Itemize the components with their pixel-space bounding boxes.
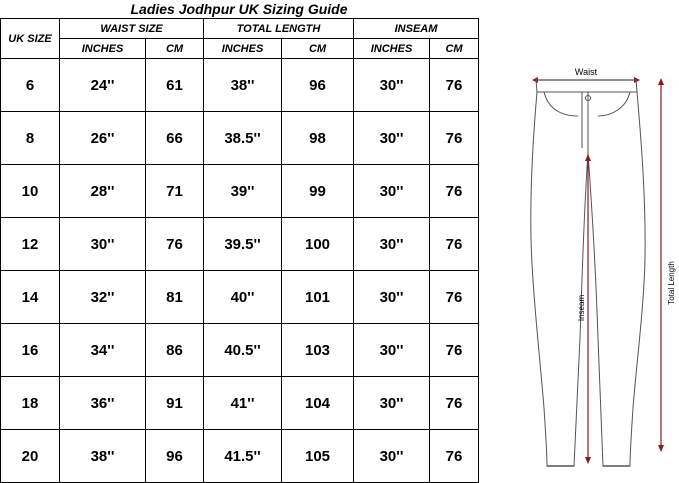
cell-inseam-in: 30'' bbox=[354, 218, 430, 271]
cell-inseam-cm: 76 bbox=[430, 377, 479, 430]
subheader-length-cm: CM bbox=[282, 39, 354, 59]
inseam-label: Inseam bbox=[577, 294, 586, 322]
header-uk-size: UK SIZE bbox=[1, 19, 60, 59]
table-row bbox=[1, 324, 479, 377]
cell-waist-cm: 61 bbox=[146, 59, 204, 112]
cell-waist-cm: 81 bbox=[146, 271, 204, 324]
cell-inseam-cm: 76 bbox=[430, 112, 479, 165]
cell-waist-cm: 86 bbox=[146, 324, 204, 377]
cell-uk: 6 bbox=[1, 59, 60, 112]
subheader-inseam-inches: INCHES bbox=[354, 39, 430, 59]
cell-inseam-cm: 76 bbox=[430, 430, 479, 483]
cell-inseam-cm: 76 bbox=[430, 324, 479, 377]
cell-uk: 18 bbox=[1, 377, 60, 430]
table-row bbox=[1, 430, 479, 483]
table-row bbox=[1, 59, 479, 112]
cell-waist-in: 36'' bbox=[60, 377, 146, 430]
cell-waist-cm: 76 bbox=[146, 218, 204, 271]
cell-inseam-in: 30'' bbox=[354, 59, 430, 112]
subheader-inseam-cm: CM bbox=[430, 39, 479, 59]
cell-length-in: 39'' bbox=[204, 165, 282, 218]
cell-waist-in: 28'' bbox=[60, 165, 146, 218]
cell-uk: 14 bbox=[1, 271, 60, 324]
cell-uk: 10 bbox=[1, 165, 60, 218]
header-inseam: INSEAM bbox=[354, 19, 479, 39]
cell-uk: 12 bbox=[1, 218, 60, 271]
cell-length-cm: 103 bbox=[282, 324, 354, 377]
cell-inseam-in: 30'' bbox=[354, 271, 430, 324]
cell-inseam-in: 30'' bbox=[354, 165, 430, 218]
subheader-waist-cm: CM bbox=[146, 39, 204, 59]
cell-length-cm: 100 bbox=[282, 218, 354, 271]
sizing-table bbox=[0, 18, 479, 483]
cell-length-in: 38.5'' bbox=[204, 112, 282, 165]
cell-waist-in: 24'' bbox=[60, 59, 146, 112]
table-row bbox=[1, 218, 479, 271]
cell-waist-in: 38'' bbox=[60, 430, 146, 483]
total-length-label: Total Length bbox=[667, 261, 676, 305]
header-total-length: TOTAL LENGTH bbox=[204, 19, 354, 39]
cell-inseam-in: 30'' bbox=[354, 430, 430, 483]
cell-length-cm: 101 bbox=[282, 271, 354, 324]
cell-waist-cm: 66 bbox=[146, 112, 204, 165]
cell-inseam-in: 30'' bbox=[354, 377, 430, 430]
cell-length-cm: 98 bbox=[282, 112, 354, 165]
total-length-arrow bbox=[658, 78, 664, 452]
cell-length-cm: 105 bbox=[282, 430, 354, 483]
cell-waist-cm: 96 bbox=[146, 430, 204, 483]
subheader-waist-inches: INCHES bbox=[60, 39, 146, 59]
jodhpur-diagram bbox=[500, 58, 679, 478]
cell-waist-in: 30'' bbox=[60, 218, 146, 271]
cell-inseam-cm: 76 bbox=[430, 59, 479, 112]
cell-inseam-cm: 76 bbox=[430, 165, 479, 218]
cell-length-cm: 99 bbox=[282, 165, 354, 218]
cell-inseam-in: 30'' bbox=[354, 112, 430, 165]
cell-waist-cm: 71 bbox=[146, 165, 204, 218]
cell-uk: 8 bbox=[1, 112, 60, 165]
cell-length-in: 41.5'' bbox=[204, 430, 282, 483]
cell-length-in: 38'' bbox=[204, 59, 282, 112]
subheader-length-inches: INCHES bbox=[204, 39, 282, 59]
cell-waist-in: 34'' bbox=[60, 324, 146, 377]
cell-waist-in: 26'' bbox=[60, 112, 146, 165]
cell-waist-cm: 91 bbox=[146, 377, 204, 430]
cell-inseam-cm: 76 bbox=[430, 271, 479, 324]
cell-inseam-cm: 76 bbox=[430, 218, 479, 271]
cell-length-cm: 96 bbox=[282, 59, 354, 112]
cell-length-in: 40'' bbox=[204, 271, 282, 324]
cell-inseam-in: 30'' bbox=[354, 324, 430, 377]
cell-length-in: 40.5'' bbox=[204, 324, 282, 377]
cell-length-in: 41'' bbox=[204, 377, 282, 430]
cell-waist-in: 32'' bbox=[60, 271, 146, 324]
page-title: Ladies Jodhpur UK Sizing Guide bbox=[130, 1, 348, 17]
cell-uk: 20 bbox=[1, 430, 60, 483]
cell-uk: 16 bbox=[1, 324, 60, 377]
waist-label: Waist bbox=[574, 67, 598, 77]
cell-length-in: 39.5'' bbox=[204, 218, 282, 271]
table-row bbox=[1, 377, 479, 430]
cell-length-cm: 104 bbox=[282, 377, 354, 430]
table-row bbox=[1, 112, 479, 165]
header-waist-size: WAIST SIZE bbox=[60, 19, 204, 39]
table-row bbox=[1, 165, 479, 218]
table-row bbox=[1, 271, 479, 324]
